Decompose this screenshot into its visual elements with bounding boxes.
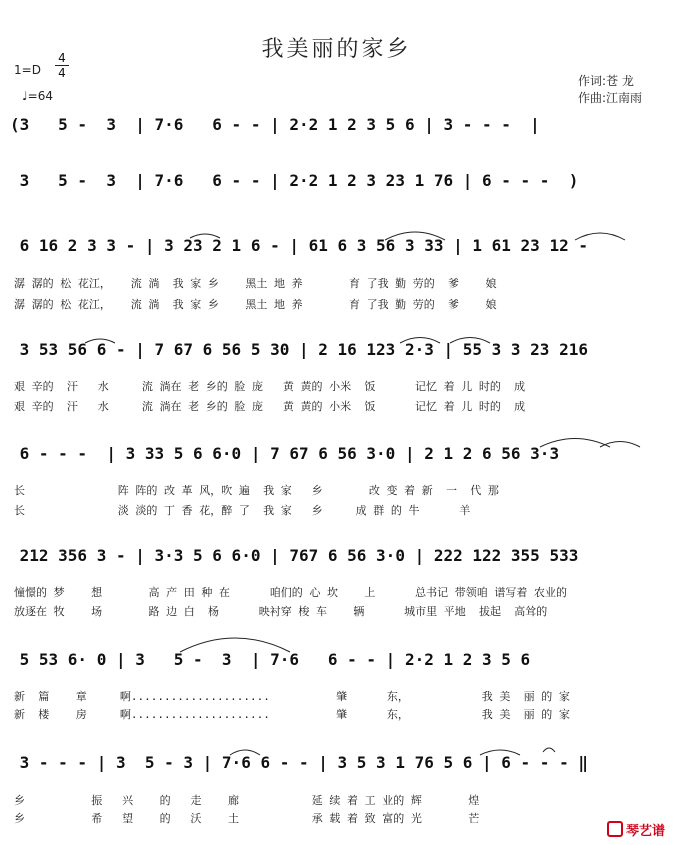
- logo-text: 琴艺谱: [625, 824, 665, 839]
- tempo-marking: ♩=64: [22, 89, 53, 103]
- slur-mark: [600, 442, 640, 448]
- score-row-4-lyric-1: 艰 辛的 汗 水 流 淌在 老 乡的 脸 庞 黄 黄的 小米 饭 记忆 着 儿 时的 成: [14, 380, 526, 393]
- song-title: 我美丽的家乡: [261, 37, 412, 62]
- score-row-6-notes: 212 356 3 - | 3·3 5 6 6·0 | 767 6 56 3·0 | 222 122 355 533: [10, 546, 579, 565]
- score-row-3-lyric-1: 潺 潺的 松 花江， 流 淌 我 家 乡 黑土 地 养 育 了我 勤 劳的 爹 娘: [14, 277, 497, 290]
- fermata-mark: [543, 748, 555, 752]
- score-row-1-notes: (3 5 - 3 | 7·6 6 - - | 2·2 1 2 3 5 6 | 3 - - - |: [10, 115, 540, 134]
- slur-mark: [540, 439, 610, 448]
- score-row-7-lyric-2: 新 楼 房 啊..................... 肇 东， 我 美 丽 的 家: [14, 708, 570, 721]
- score-row-3-lyric-2: 潺 潺的 松 花江， 流 淌 我 家 乡 黑土 地 养 育 了我 勤 劳的 爹 娘: [14, 298, 497, 311]
- score-row-6-lyric-2: 放逐在 牧 场 路 边 白 杨 映衬穿 梭 车 辆 城市里 平地 拔起 高耸的: [14, 605, 548, 618]
- key-signature: 1=D: [14, 63, 41, 77]
- slur-mark: [480, 750, 520, 755]
- time-signature-bottom: 4: [58, 66, 66, 80]
- slur-mark: [190, 234, 220, 238]
- score-row-8-lyric-1: 乡 振 兴 的 走 廊 延 续 着 工 业的 辉 煌: [14, 794, 480, 807]
- slur-mark: [180, 638, 290, 652]
- score-row-4-lyric-2: 艰 辛的 汗 水 流 淌在 老 乡的 脸 庞 黄 黄的 小米 饭 记忆 着 儿 时的 成: [14, 400, 526, 413]
- slur-mark: [575, 233, 625, 240]
- score-row-5-lyric-2: 长 淡 淡的 丁 香 花，醉 了 我 家 乡 成 群 的 牛 羊: [14, 504, 471, 517]
- score-row-8-lyric-2: 乡 希 望 的 沃 土 承 载 着 致 富的 光 芒: [14, 812, 480, 825]
- score-row-6-lyric-1: 憧憬的 梦 想 高 产 田 种 在 咱们的 心 坎 上 总书记 带领咱 谱写着 农业的: [14, 586, 568, 599]
- logo-icon: [607, 821, 623, 837]
- slur-mark: [85, 339, 115, 343]
- slur-mark: [400, 338, 440, 344]
- slur-mark: [385, 232, 445, 240]
- composer-credit: 作曲:江南雨: [578, 91, 643, 105]
- slur-mark: [230, 750, 260, 755]
- slur-mark: [450, 338, 490, 344]
- lyricist-credit: 作词:苍 龙: [578, 74, 634, 88]
- score-row-7-notes: 5 53 6· 0 | 3 5 - 3 | 7·6 6 - - | 2·2 1 2 3 5 6: [10, 650, 531, 669]
- score-row-5-notes: 6 - - - | 3 33 5 6 6·0 | 7 67 6 56 3·0 | 2 1 2 6 56 3·3: [10, 444, 560, 463]
- time-signature-top: 4: [58, 51, 66, 65]
- score-row-3-notes: 6 16 2 3 3 - | 3 23 2 1 6 - | 61 6 3 56 3 33 | 1 61 23 12 -: [10, 236, 588, 255]
- score-row-5-lyric-1: 长 阵 阵的 改 革 风，吹 遍 我 家 乡 改 变 着 新 一 代 那: [14, 484, 499, 497]
- score-row-7-lyric-1: 新 篇 章 啊..................... 肇 东， 我 美 丽 的 家: [14, 690, 570, 703]
- score-row-8-notes: 3 - - - | 3 5 - 3 | 7·6 6 - - | 3 5 3 1 76 5 6 | 6 - - - ‖: [10, 753, 588, 772]
- score-row-4-notes: 3 53 56 6 - | 7 67 6 56 5 30 | 2 16 123 2·3 | 55 3 3 23 216: [10, 340, 588, 359]
- site-logo: [607, 820, 665, 839]
- score-row-2-notes: 3 5 - 3 | 7·6 6 - - | 2·2 1 2 3 23 1 76 | 6 - - - ): [10, 171, 579, 190]
